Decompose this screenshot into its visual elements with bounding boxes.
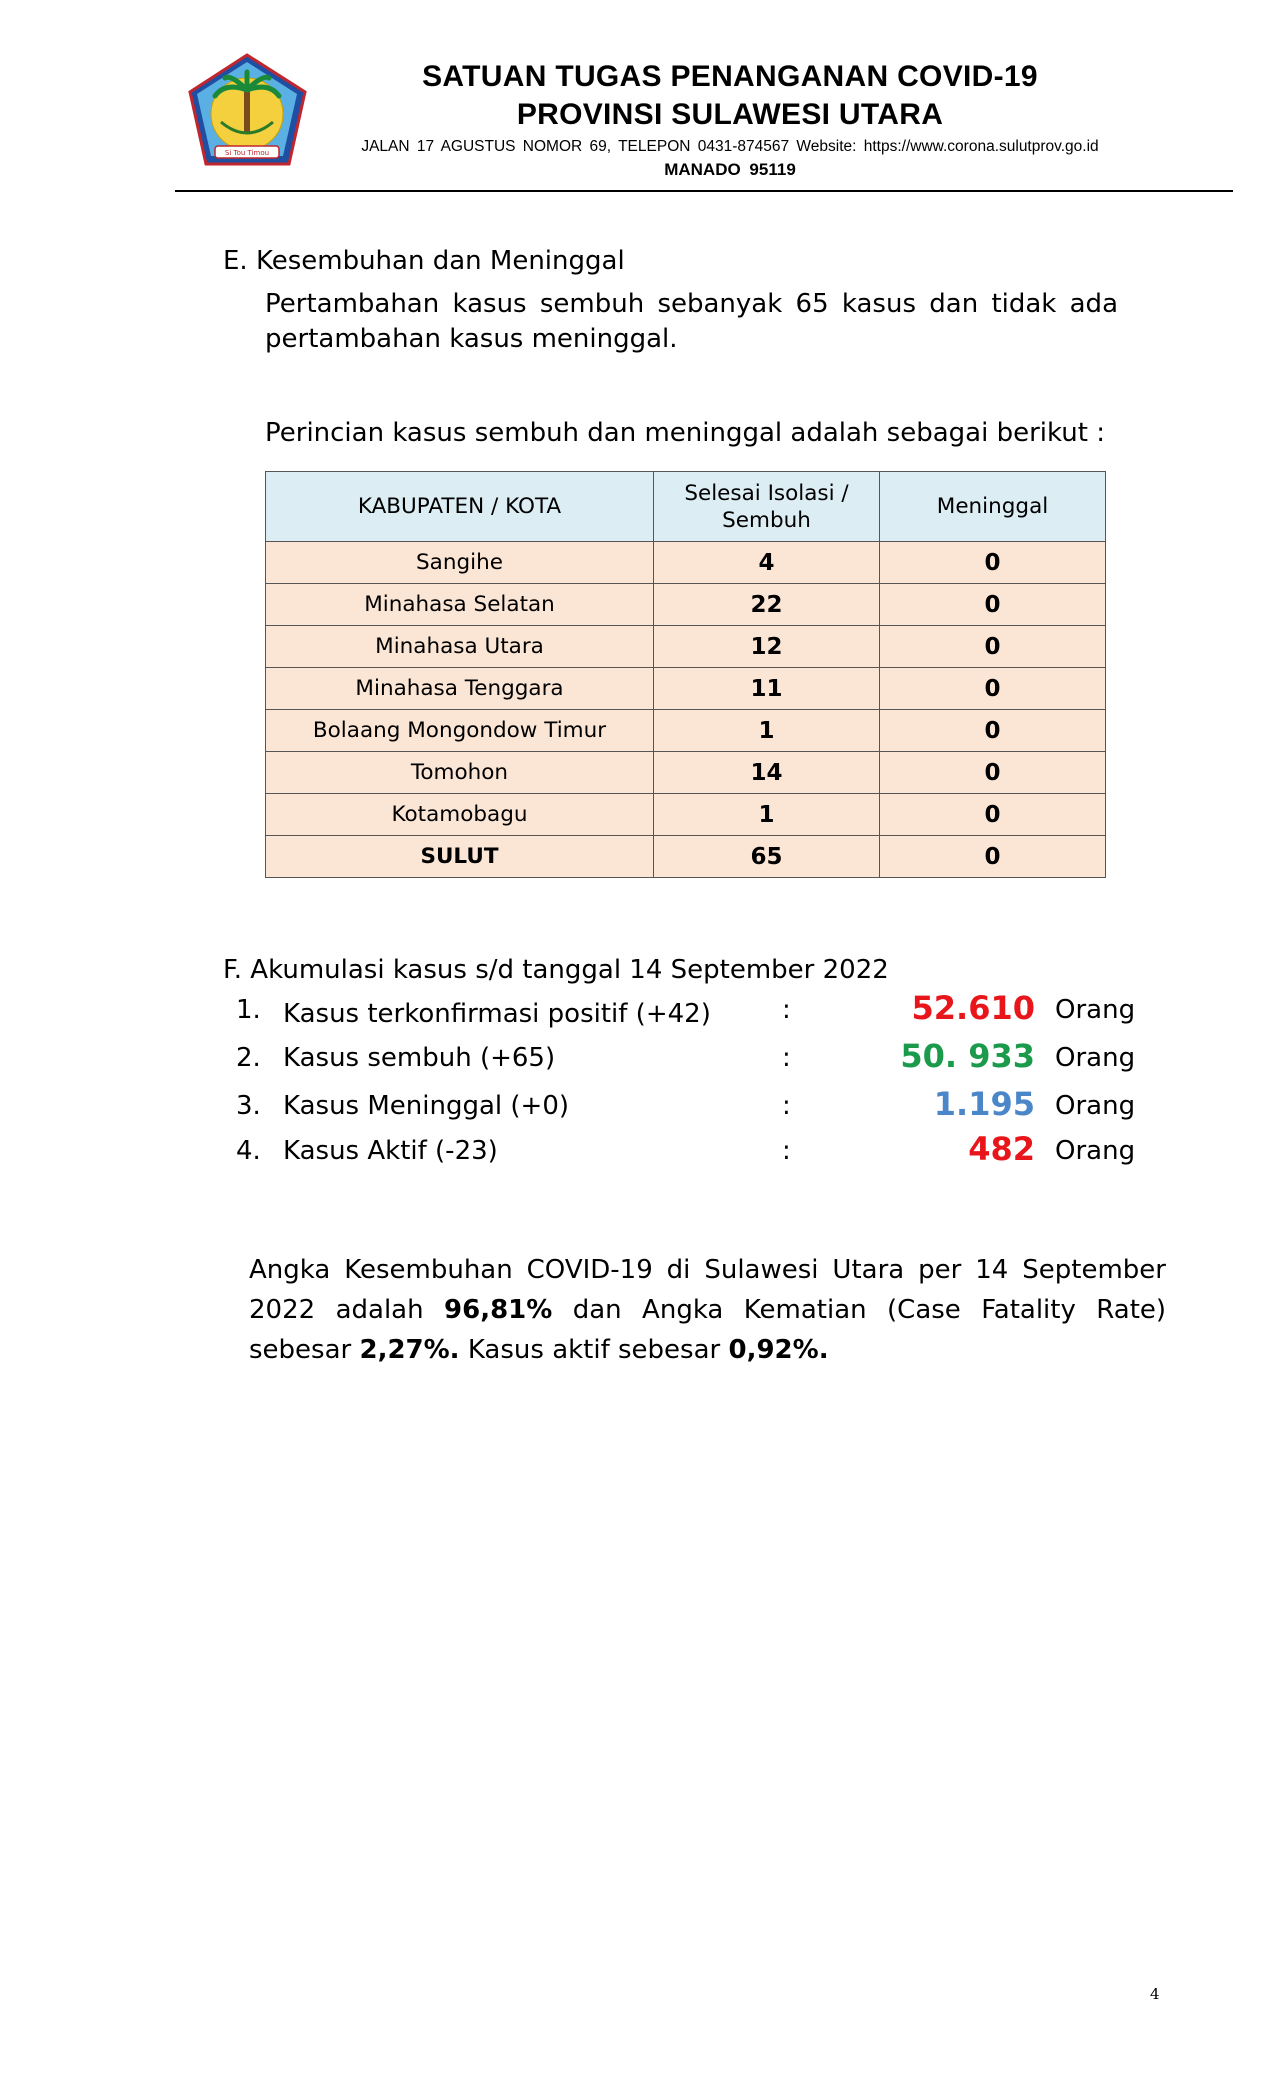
item-colon: : (782, 995, 791, 1025)
deaths-cell: 0 (880, 794, 1106, 836)
agency-title: SATUAN TUGAS PENANGANAN COVID-19 (422, 60, 1038, 93)
item-value: 482 (968, 1130, 1035, 1168)
item-number: 3. (236, 1091, 261, 1121)
item-label: Kasus Meninggal (+0) (283, 1091, 570, 1121)
page-number: 4 (1150, 1985, 1160, 2003)
summary-line-1: Angka Kesembuhan COVID-19 di Sulawesi Utara per 14 September (249, 1255, 1166, 1285)
deaths-cell: 0 (880, 752, 1106, 794)
agency-city: MANADO 95119 (664, 160, 796, 179)
deaths-cell: 0 (880, 710, 1106, 752)
fatality-rate: 2,27%. (359, 1335, 460, 1365)
region-cell: Sangihe (266, 542, 654, 584)
recovered-cell: 22 (654, 584, 880, 626)
table-row (266, 752, 1106, 794)
table-row (266, 710, 1106, 752)
recovered-cell: 1 (654, 710, 880, 752)
item-label: Kasus terkonfirmasi positif (+42) (283, 999, 711, 1029)
deaths-cell: 0 (880, 668, 1106, 710)
section-e-line-2: pertambahan kasus meninggal. (265, 324, 678, 354)
recovery-rate: 96,81% (444, 1295, 553, 1325)
accumulation-item (0, 1085, 1275, 1135)
summary-paragraph (249, 1250, 1166, 1370)
region-cell: Minahasa Utara (266, 626, 654, 668)
table-row (266, 668, 1106, 710)
recovered-cell: 14 (654, 752, 880, 794)
deaths-cell: 0 (880, 542, 1106, 584)
accumulation-item (0, 1037, 1275, 1087)
header-divider (175, 190, 1233, 192)
table-row (266, 542, 1106, 584)
item-unit: Orang (1055, 995, 1136, 1025)
item-number: 4. (236, 1136, 261, 1166)
item-label: Kasus sembuh (+65) (283, 1043, 556, 1073)
item-label: Kasus Aktif (-23) (283, 1136, 498, 1166)
recovered-cell: 1 (654, 794, 880, 836)
region-cell: Minahasa Selatan (266, 584, 654, 626)
item-unit: Orang (1055, 1043, 1136, 1073)
region-cell: Bolaang Mongondow Timur (266, 710, 654, 752)
table-row (266, 794, 1106, 836)
item-value: 52.610 (911, 989, 1035, 1027)
item-colon: : (782, 1091, 791, 1121)
deaths-cell: 0 (880, 626, 1106, 668)
section-e-paragraph (265, 287, 1118, 357)
region-cell: SULUT (266, 836, 654, 878)
item-number: 1. (236, 995, 261, 1025)
item-colon: : (782, 1136, 791, 1166)
table-intro: Perincian kasus sembuh dan meninggal adalah sebagai berikut : (265, 418, 1105, 448)
item-unit: Orang (1055, 1136, 1136, 1166)
deaths-cell: 0 (880, 836, 1106, 878)
item-value: 1.195 (933, 1085, 1035, 1123)
recovered-cell: 65 (654, 836, 880, 878)
item-number: 2. (236, 1043, 261, 1073)
section-e-line-1: Pertambahan kasus sembuh sebanyak 65 kasus dan tidak ada (265, 289, 1118, 319)
table-header-row (266, 472, 1106, 542)
recovered-cell: 4 (654, 542, 880, 584)
section-f-heading: F. Akumulasi kasus s/d tanggal 14 September 2022 (223, 955, 889, 985)
coat-of-arms-logo (185, 52, 310, 169)
summary-line-3: sebesar 2,27%. Kasus aktif sebesar 0,92%. (249, 1335, 829, 1365)
recovered-cell: 12 (654, 626, 880, 668)
agency-address: JALAN 17 AGUSTUS NOMOR 69, TELEPON 0431-874567 Website: https://www.corona.sulutprov.go.id (361, 138, 1099, 155)
table-row (266, 584, 1106, 626)
item-unit: Orang (1055, 1091, 1136, 1121)
header-deaths: Meninggal (880, 472, 1106, 542)
accumulation-item (0, 1130, 1275, 1180)
region-cell: Tomohon (266, 752, 654, 794)
region-cell: Minahasa Tenggara (266, 668, 654, 710)
table-row (266, 626, 1106, 668)
accumulation-item (0, 989, 1275, 1039)
recovered-cell: 11 (654, 668, 880, 710)
active-rate: 0,92%. (728, 1335, 829, 1365)
summary-line-2: 2022 adalah 96,81% dan Angka Kematian (Case Fatality Rate) (249, 1295, 1167, 1325)
province-title: PROVINSI SULAWESI UTARA (516, 98, 944, 131)
deaths-cell: 0 (880, 584, 1106, 626)
header-region: KABUPATEN / KOTA (266, 472, 654, 542)
recovery-death-table (265, 471, 1106, 878)
header-recovered: Selesai Isolasi / Sembuh (654, 472, 880, 542)
table-total-row (266, 836, 1106, 878)
svg-text:Si Tou Timou: Si Tou Timou (224, 149, 270, 157)
section-e-heading: E. Kesembuhan dan Meninggal (223, 246, 625, 276)
item-colon: : (782, 1043, 791, 1073)
region-cell: Kotamobagu (266, 794, 654, 836)
item-value: 50. 933 (900, 1037, 1035, 1075)
